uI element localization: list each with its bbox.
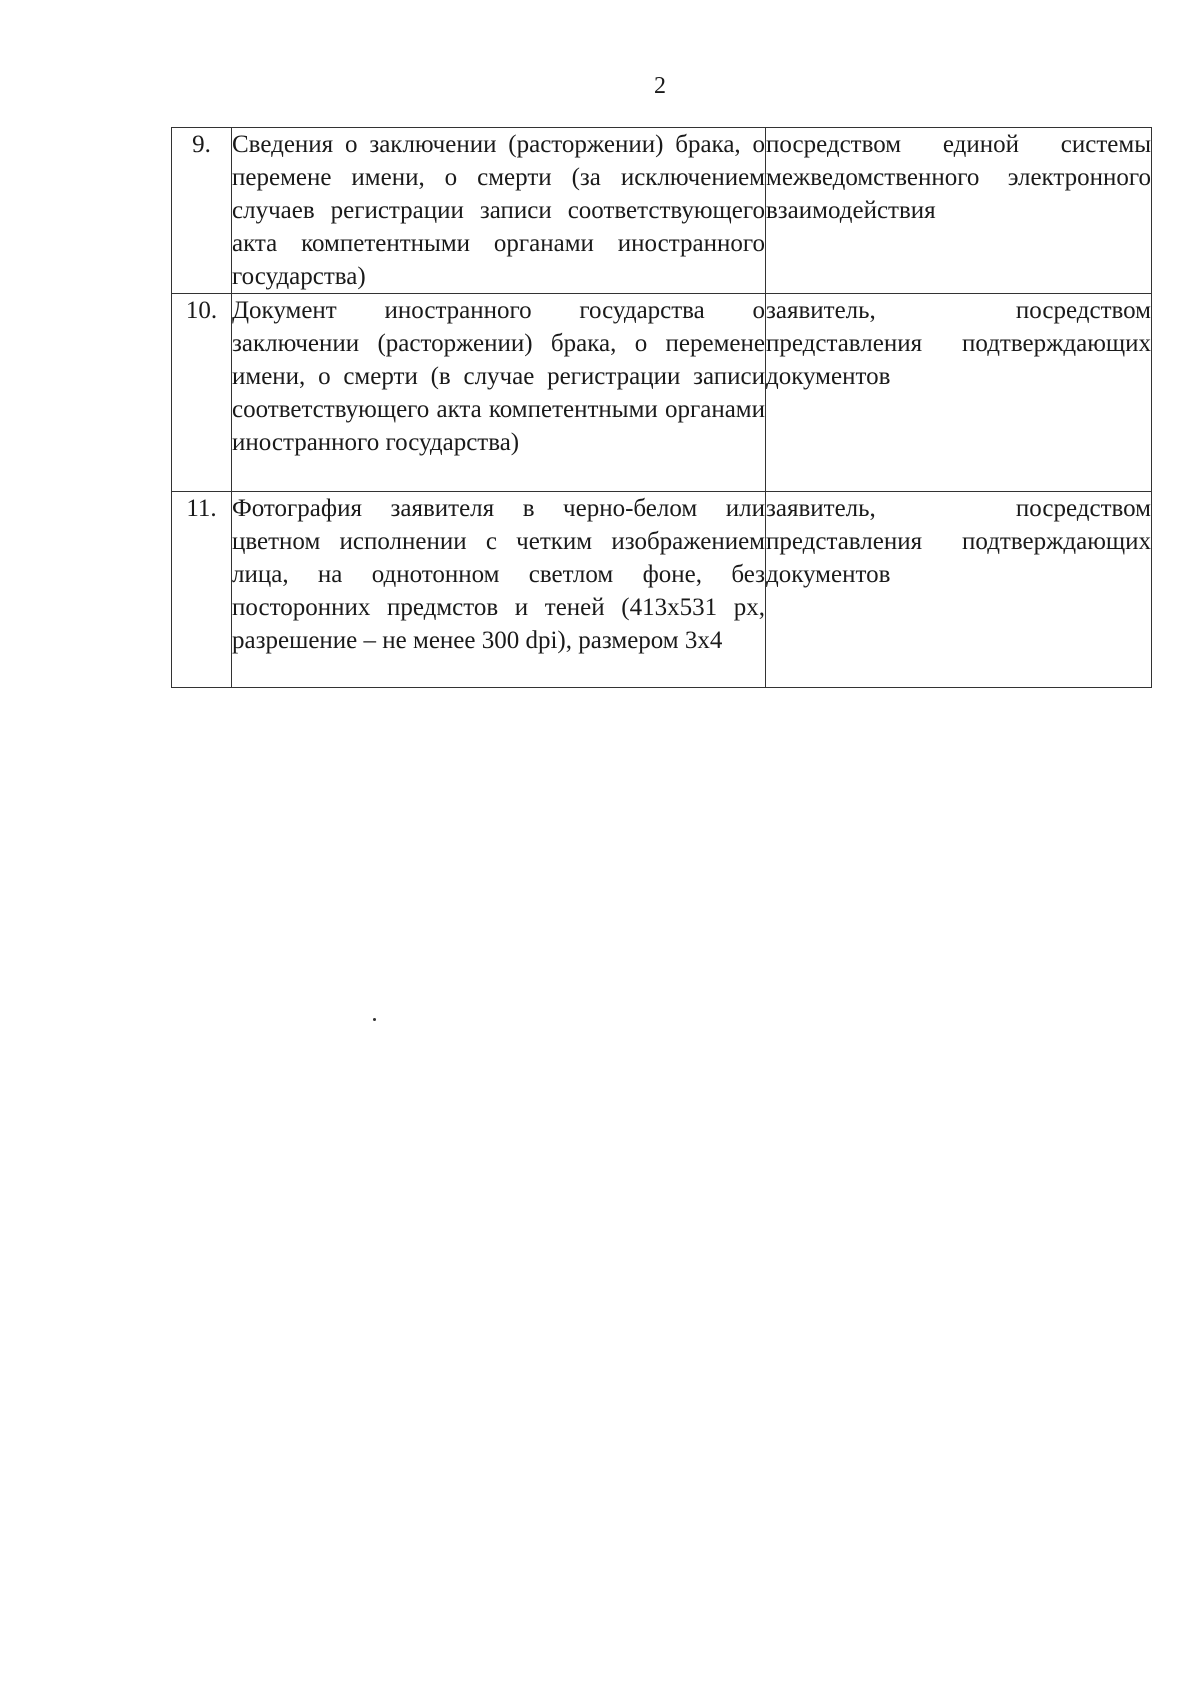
table-row bbox=[172, 492, 1152, 688]
document-description: Документ иностранного государства о заключении (расторжении) брака, о перемене имени, о смерти (в случае регистрации записи соответствующего акта компетентными органами иностранного государства) bbox=[232, 294, 766, 492]
document-description: Фотография заявителя в черно-белом или цветном исполнении с четким изображением лица, на однотонном светлом фоне, без посторонних предмстов и теней (413x531 px, разрешение – не менее 300 dpi), размером 3x4 bbox=[232, 492, 766, 688]
row-number: 11. bbox=[172, 492, 232, 688]
documents-table bbox=[171, 127, 1152, 688]
page-number: 2 bbox=[654, 73, 666, 99]
document-source: заявитель, посредством представления подтверждающих документов bbox=[766, 294, 1152, 492]
table-row bbox=[172, 128, 1152, 294]
document-source: заявитель, посредством представления подтверждающих документов bbox=[766, 492, 1152, 688]
table-row bbox=[172, 294, 1152, 492]
row-number: 10. bbox=[172, 294, 232, 492]
document-source: посредством единой системы межведомственного электронного взаимодействия bbox=[766, 128, 1152, 294]
document-description: Сведения о заключении (расторжении) брака, о перемене имени, о смерти (за исключением случаев регистрации записи соответствующего акта компетентными органами иностранного государства) bbox=[232, 128, 766, 294]
scan-speck bbox=[373, 1018, 376, 1021]
row-number: 9. bbox=[172, 128, 232, 294]
